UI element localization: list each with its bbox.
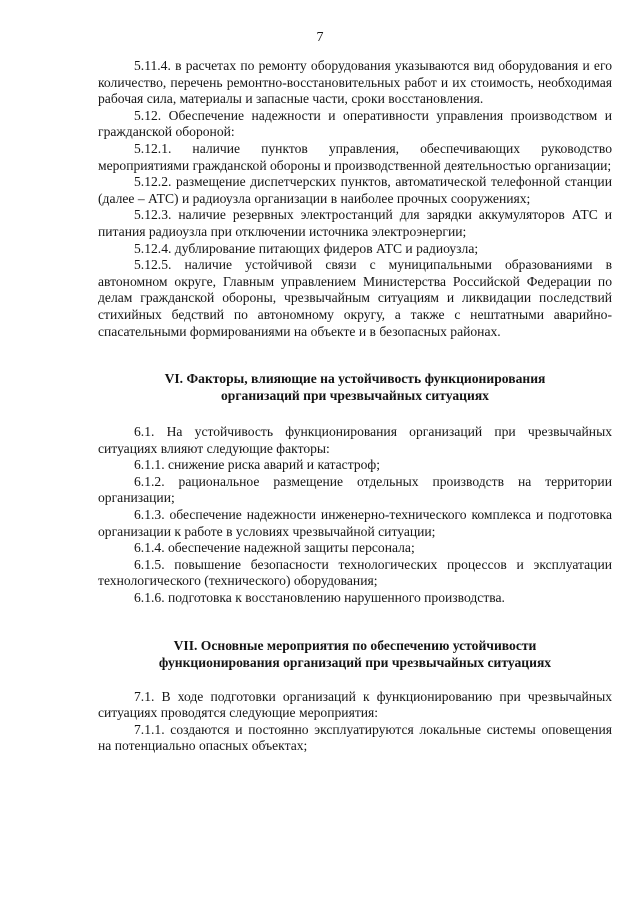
paragraph-6-1: 6.1. На устойчивость функционирования организаций при чрезвычайных ситуациях влияют следующие факторы: — [98, 424, 612, 456]
document-body — [98, 58, 612, 755]
paragraph-5-12-3: 5.12.3. наличие резервных электростанций для зарядки аккумуляторов АТС и питания радиоузла при отключении источника электроэнергии; — [98, 207, 612, 239]
paragraph-5-12: 5.12. Обеспечение надежности и оперативности управления производством и гражданской обороной: — [98, 107, 612, 140]
section-7-heading-line-2: функционирования организаций при чрезвычайных ситуациях — [158, 654, 552, 670]
section-7-heading — [98, 637, 612, 671]
section-6-heading-line-2: организаций при чрезвычайных ситуациях — [221, 388, 489, 404]
paragraph-7-1: 7.1. В ходе подготовки организаций к функционированию при чрезвычайных ситуациях проводятся следующие мероприятия: — [98, 688, 612, 721]
page-number: 7 — [316, 30, 324, 45]
section-7-heading-line-1: VII. Основные мероприятия по обеспечению устойчивости — [173, 637, 537, 653]
paragraph-6-1-3: 6.1.3. обеспечение надежности инженерно-технического комплекса и подготовка организации к работе в условиях чрезвычайной ситуации; — [98, 507, 612, 539]
paragraph-5-11-4: 5.11.4. в расчетах по ремонту оборудования указываются вид оборудования и его количество, перечень ремонтно-восстановительных работ и их стоимость, необходимая рабочая сила, материалы и запасные части, сроки восстановления. — [98, 58, 612, 107]
paragraph-6-1-1: 6.1.1. снижение риска аварий и катастроф; — [134, 457, 380, 473]
section-6-heading — [98, 370, 612, 404]
paragraph-5-12-4: 5.12.4. дублирование питающих фидеров АТС и радиоузла; — [134, 240, 479, 256]
paragraph-6-1-5: 6.1.5. повышение безопасности технологических процессов и эксплуатации технологического (технического) оборудования; — [98, 556, 612, 589]
section-6-heading-line-1: VI. Факторы, влияющие на устойчивость функционирования — [164, 371, 546, 387]
paragraph-6-1-2: 6.1.2. рациональное размещение отдельных производств на территории организации; — [98, 473, 612, 506]
paragraph-5-12-5: 5.12.5. наличие устойчивой связи с муниципальными образованиями в автономном округе, Главным управлением Министерства Российской Федерации по делам гражданской обороны, чрезвычайным ситуациям и ликвидации последствий стихийных бедствий по автономному округу, а также с нештатными аварийно-спасательными формированиями на объекте и в безопасных районах. — [98, 257, 612, 339]
paragraph-6-1-6: 6.1.6. подготовка к восстановлению нарушенного производства. — [134, 590, 505, 606]
paragraph-6-1-4: 6.1.4. обеспечение надежной защиты персонала; — [134, 540, 415, 556]
paragraph-5-12-1: 5.12.1. наличие пунктов управления, обеспечивающих руководство мероприятиями гражданской обороны и производственной деятельностью организации; — [98, 140, 612, 173]
paragraph-5-12-2: 5.12.2. размещение диспетчерских пунктов, автоматической телефонной станции (далее – АТС) и радиоузла организации в наиболее прочных сооружениях; — [98, 174, 612, 206]
paragraph-7-1-1: 7.1.1. создаются и постоянно эксплуатируются локальные системы оповещения на потенциально опасных объектах; — [98, 721, 612, 754]
